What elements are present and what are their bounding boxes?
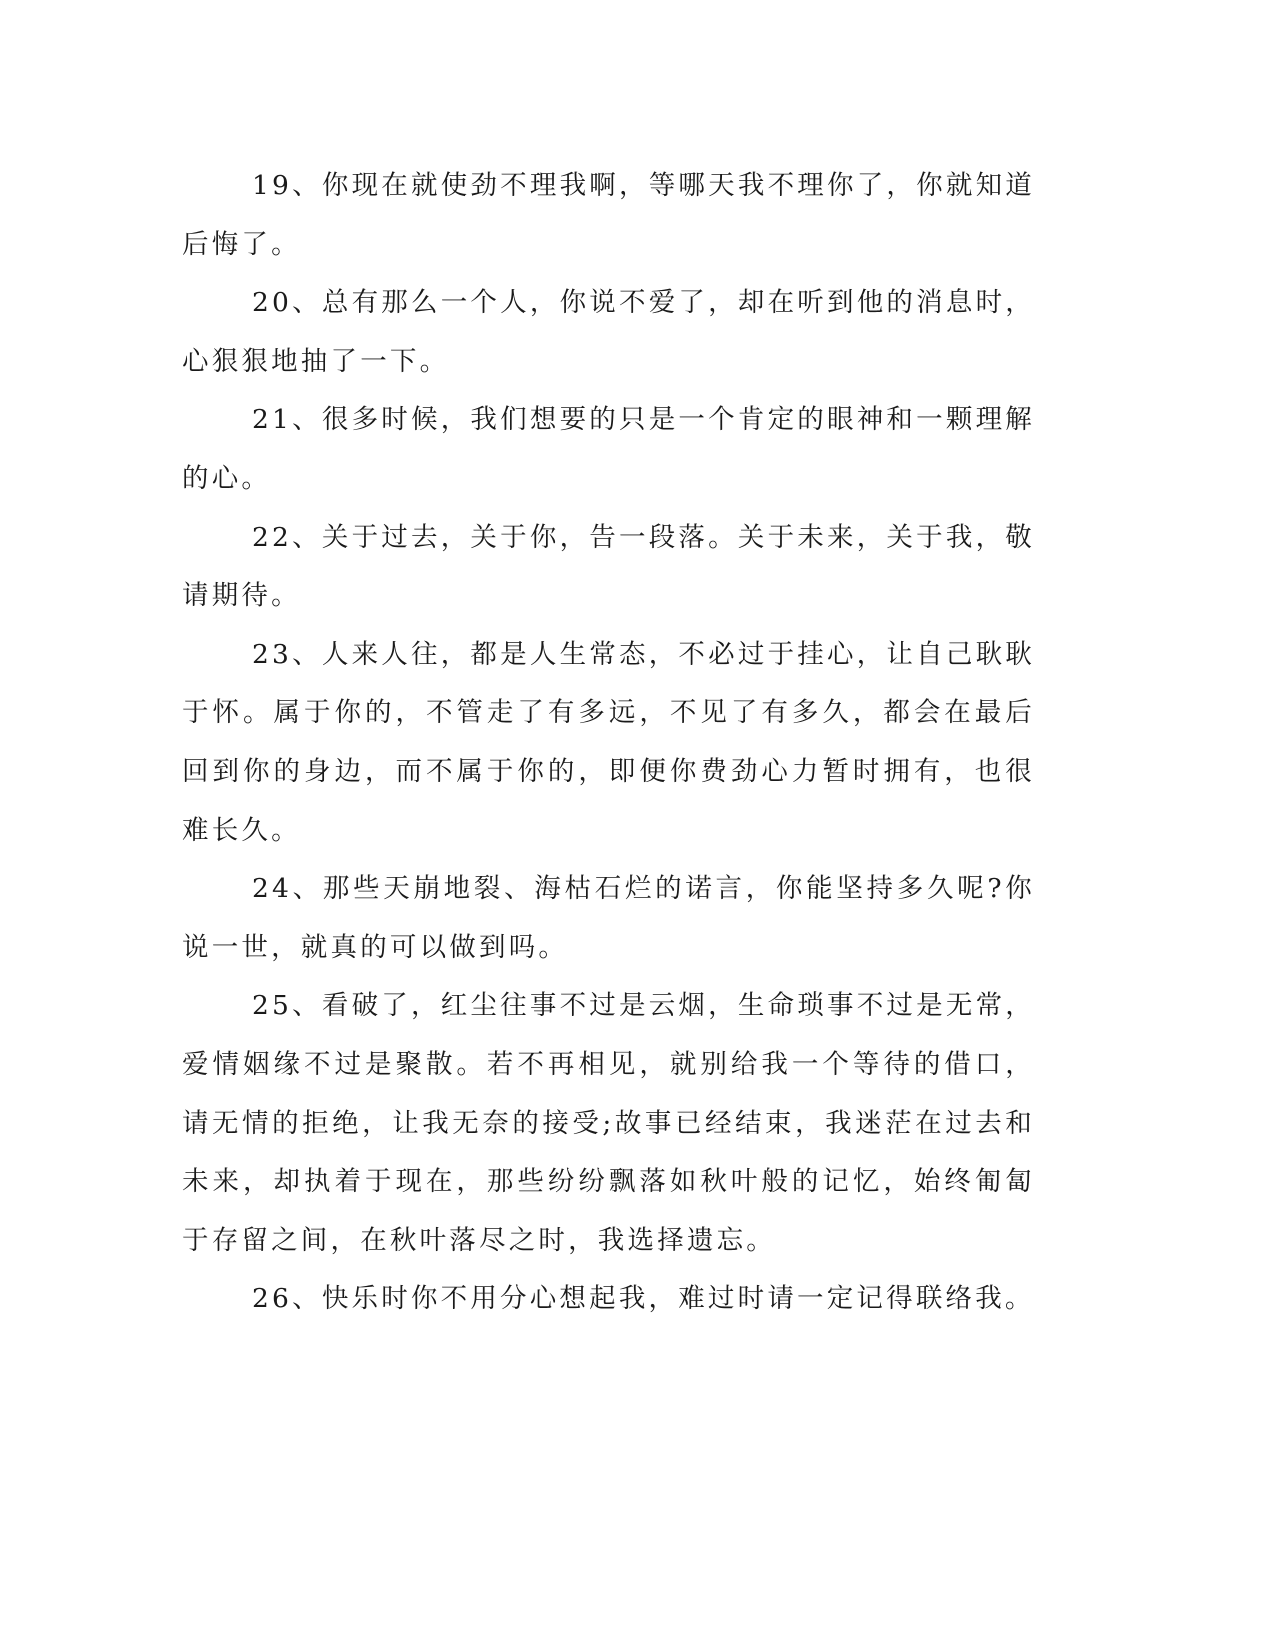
- paragraph-19: 19、你现在就使劲不理我啊，等哪天我不理你了，你就知道后悔了。: [182, 170, 1035, 260]
- paragraph-20: 20、总有那么一个人，你说不爱了，却在听到他的消息时，心狠狠地抽了一下。: [182, 287, 1035, 377]
- document-body: [182, 157, 1035, 1329]
- paragraph-26: 26、快乐时你不用分心想起我，难过时请一定记得联络我。: [252, 1283, 1035, 1315]
- paragraph-25: 25、看破了，红尘往事不过是云烟，生命琐事不过是无常，爱情姻缘不过是聚散。若不再相见，就别给我一个等待的借口，请无情的拒绝，让我无奈的接受;故事已经结束，我迷茫在过去和未来，却执着于现在，那些纷纷飘落如秋叶般的记忆，始终匍匐于存留之间，在秋叶落尽之时，我选择遗忘。: [182, 990, 1035, 1256]
- paragraph-23: 23、人来人往，都是人生常态，不必过于挂心，让自己耿耿于怀。属于你的，不管走了有多远，不见了有多久，都会在最后回到你的身边，而不属于你的，即便你费劲心力暂时拥有，也很难长久。: [182, 638, 1035, 846]
- paragraph-22: 22、关于过去，关于你，告一段落。关于未来，关于我，敬请期待。: [182, 521, 1035, 612]
- paragraph-21: 21、很多时候，我们想要的只是一个肯定的眼神和一颗理解的心。: [182, 404, 1035, 494]
- paragraph-24: 24、那些天崩地裂、海枯石烂的诺言，你能坚持多久呢?你说一世，就真的可以做到吗。: [182, 873, 1035, 963]
